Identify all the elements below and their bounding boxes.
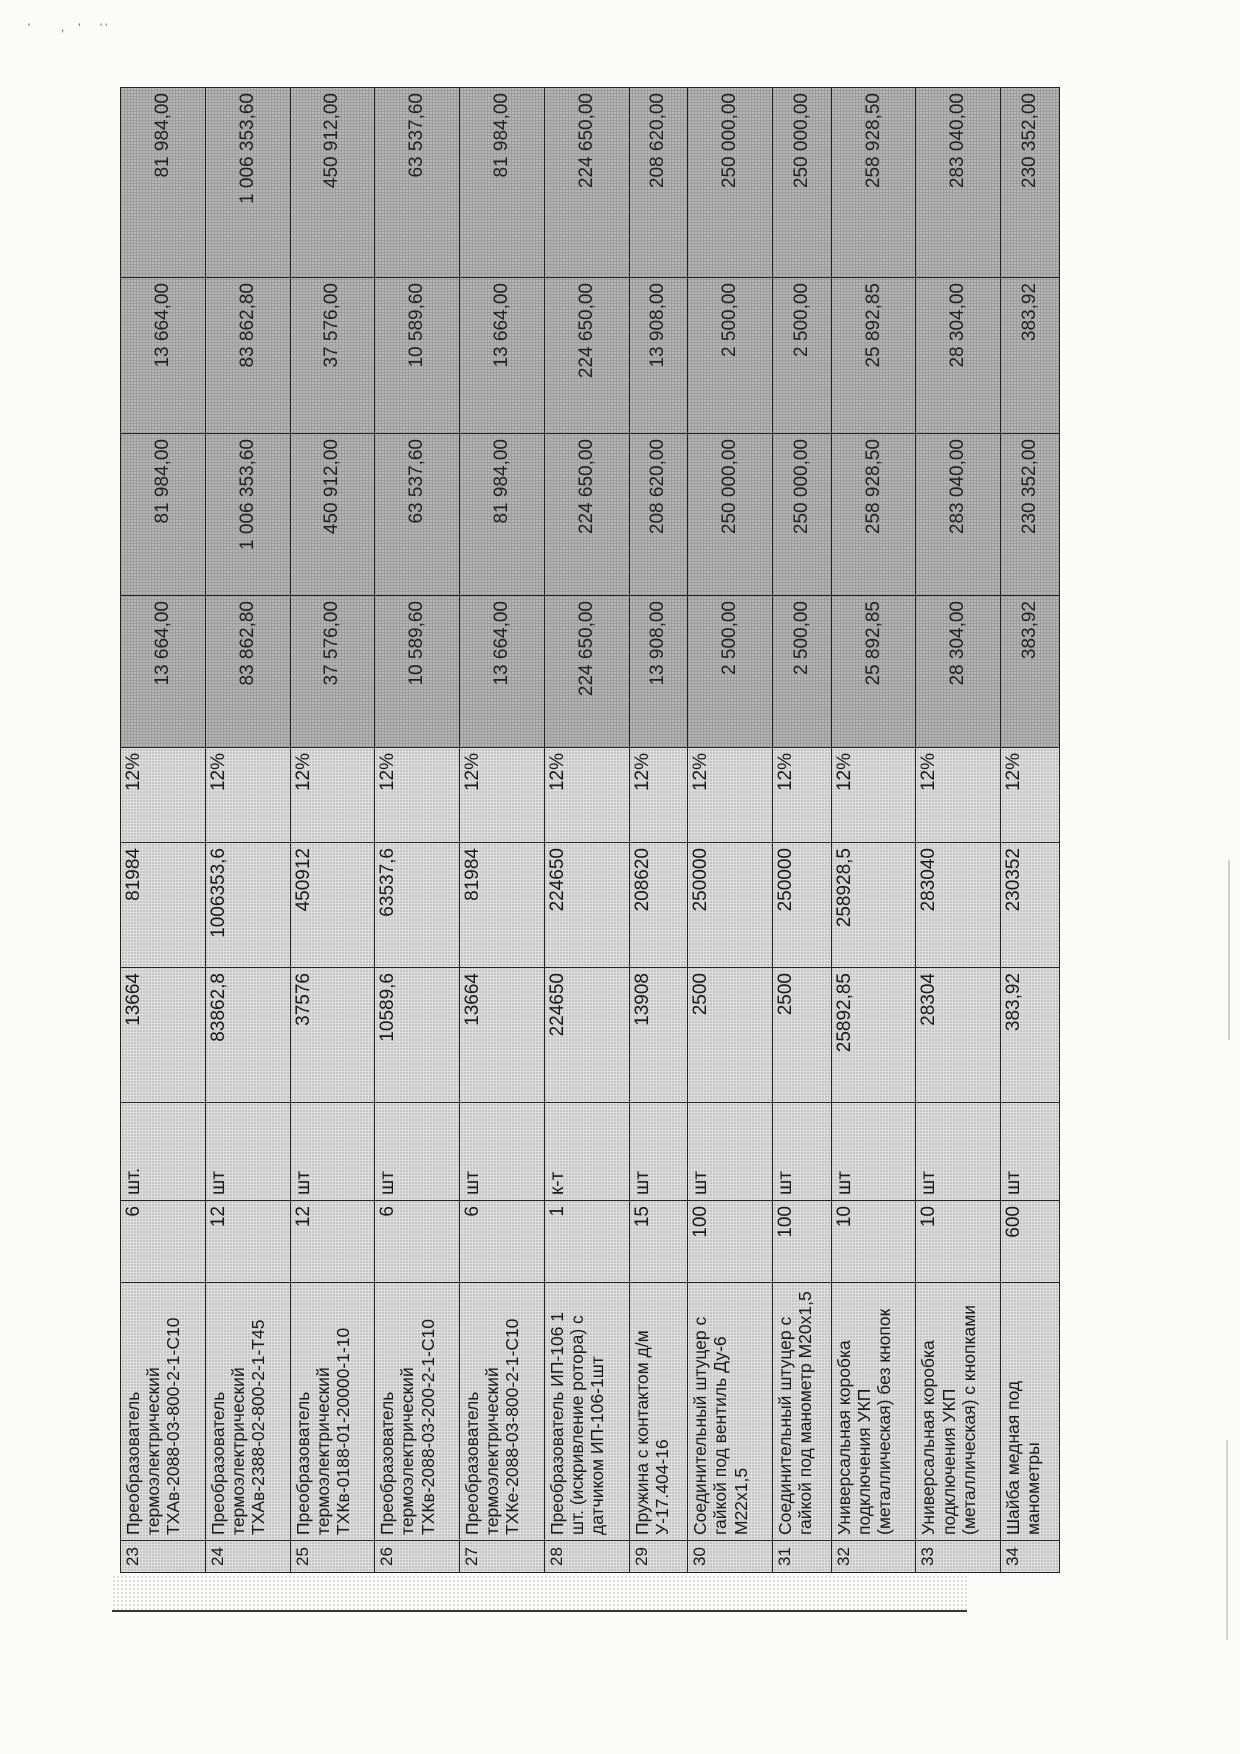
scan-mark-left: ' ,' xyxy=(28,22,95,34)
row-number-cell: 31 xyxy=(773,1541,832,1573)
item-name-cell: Преобразователь термоэлектрический ТХКе-2088-03-800-2-1-С10 xyxy=(460,1283,545,1541)
sum-final-cell: 63 537,60 xyxy=(375,88,460,278)
sum-with-vat-cell: 208 620,00 xyxy=(629,434,688,596)
sum-with-vat-cell: 258 928,50 xyxy=(831,434,916,596)
vat-rate-cell: 12% xyxy=(688,748,773,843)
vat-rate-cell: 12% xyxy=(1001,748,1060,843)
quantity-cell: 15 xyxy=(629,1201,688,1283)
unit-price-cell: 2500 xyxy=(773,968,832,1103)
unit-cell: шт. xyxy=(121,1103,206,1201)
item-name-cell: Преобразователь термоэлектрический ТХКв-2088-03-200-2-1-С10 xyxy=(375,1283,460,1541)
quantity-cell: 10 xyxy=(831,1201,916,1283)
price-with-vat-cell: 83 862,80 xyxy=(205,596,290,748)
sum-final-cell: 450 912,00 xyxy=(290,88,375,278)
total-sum-cell: 224650 xyxy=(544,843,629,968)
total-sum-cell: 283040 xyxy=(916,843,1001,968)
price-final-cell: 25 892,85 xyxy=(831,278,916,434)
price-final-cell: 83 862,80 xyxy=(205,278,290,434)
unit-cell: шт xyxy=(831,1103,916,1201)
item-name-cell: Преобразователь термоэлектрический ТХАв-2088-03-800-2-1-С10 xyxy=(121,1283,206,1541)
total-sum-cell: 250000 xyxy=(773,843,832,968)
price-final-cell: 224 650,00 xyxy=(544,278,629,434)
vat-rate-cell: 12% xyxy=(629,748,688,843)
price-final-cell: 13 664,00 xyxy=(121,278,206,434)
item-name-cell: Универсальная коробка подключения УКП (металлическая) с кнопками xyxy=(916,1283,1001,1541)
price-final-cell: 2 500,00 xyxy=(773,278,832,434)
sum-final-cell: 1 006 353,60 xyxy=(205,88,290,278)
price-with-vat-cell: 13 664,00 xyxy=(121,596,206,748)
unit-cell: шт xyxy=(375,1103,460,1201)
unit-price-cell: 37576 xyxy=(290,968,375,1103)
bottom-border-line xyxy=(112,1610,967,1612)
row-number-cell: 29 xyxy=(629,1541,688,1573)
table-row xyxy=(375,88,460,1573)
price-final-cell: 383,92 xyxy=(1001,278,1060,434)
unit-price-cell: 10589,6 xyxy=(375,968,460,1103)
scan-edge-mark xyxy=(1228,860,1230,1040)
table-row xyxy=(773,88,832,1573)
item-name-cell: Пружина с контактом д/м У-17.404-16 xyxy=(629,1283,688,1541)
table-row xyxy=(290,88,375,1573)
total-sum-cell: 1006353,6 xyxy=(205,843,290,968)
sum-with-vat-cell: 250 000,00 xyxy=(688,434,773,596)
table-row xyxy=(831,88,916,1573)
item-name-cell: Соединительный штуцер с гайкой под манометр М20х1,5 xyxy=(773,1283,832,1541)
row-number-cell: 23 xyxy=(121,1541,206,1573)
unit-cell: шт xyxy=(688,1103,773,1201)
row-number-cell: 28 xyxy=(544,1541,629,1573)
scan-edge-mark xyxy=(1226,1440,1228,1640)
row-number-cell: 27 xyxy=(460,1541,545,1573)
unit-cell: шт xyxy=(916,1103,1001,1201)
price-final-cell: 37 576,00 xyxy=(290,278,375,434)
vat-rate-cell: 12% xyxy=(205,748,290,843)
unit-cell: шт xyxy=(205,1103,290,1201)
vat-rate-cell: 12% xyxy=(290,748,375,843)
price-with-vat-cell: 2 500,00 xyxy=(688,596,773,748)
total-sum-cell: 81984 xyxy=(460,843,545,968)
unit-cell: шт xyxy=(773,1103,832,1201)
sum-final-cell: 208 620,00 xyxy=(629,88,688,278)
price-with-vat-cell: 25 892,85 xyxy=(831,596,916,748)
sum-with-vat-cell: 230 352,00 xyxy=(1001,434,1060,596)
table-row xyxy=(121,88,206,1573)
table-row xyxy=(916,88,1001,1573)
price-with-vat-cell: 13 664,00 xyxy=(460,596,545,748)
unit-price-cell: 13664 xyxy=(460,968,545,1103)
unit-price-cell: 383,92 xyxy=(1001,968,1060,1103)
quantity-cell: 600 xyxy=(1001,1201,1060,1283)
row-number-cell: 26 xyxy=(375,1541,460,1573)
sum-final-cell: 250 000,00 xyxy=(773,88,832,278)
price-with-vat-cell: 383,92 xyxy=(1001,596,1060,748)
quantity-cell: 12 xyxy=(205,1201,290,1283)
item-name-cell: Преобразователь термоэлектрический ТХАв-2388-02-800-2-1-Т45 xyxy=(205,1283,290,1541)
total-sum-cell: 450912 xyxy=(290,843,375,968)
unit-cell: к-т xyxy=(544,1103,629,1201)
row-number-cell: 34 xyxy=(1001,1541,1060,1573)
total-sum-cell: 81984 xyxy=(121,843,206,968)
sum-with-vat-cell: 81 984,00 xyxy=(121,434,206,596)
quantity-cell: 100 xyxy=(688,1201,773,1283)
table-row xyxy=(1001,88,1060,1573)
sum-with-vat-cell: 63 537,60 xyxy=(375,434,460,596)
vat-rate-cell: 12% xyxy=(460,748,545,843)
vat-rate-cell: 12% xyxy=(831,748,916,843)
rotated-table-wrapper xyxy=(120,88,1060,1573)
bottom-speckle xyxy=(112,1575,967,1611)
unit-cell: шт xyxy=(629,1103,688,1201)
table-row xyxy=(205,88,290,1573)
total-sum-cell: 208620 xyxy=(629,843,688,968)
price-with-vat-cell: 224 650,00 xyxy=(544,596,629,748)
unit-price-cell: 13664 xyxy=(121,968,206,1103)
item-name-cell: Преобразователь ИП-106 1 шт. (искривление ротора) с датчиком ИП-106-1шт xyxy=(544,1283,629,1541)
vat-rate-cell: 12% xyxy=(773,748,832,843)
item-name-cell: Шайба медная под манометры xyxy=(1001,1283,1060,1541)
sum-final-cell: 283 040,00 xyxy=(916,88,1001,278)
price-with-vat-cell: 13 908,00 xyxy=(629,596,688,748)
sum-final-cell: 230 352,00 xyxy=(1001,88,1060,278)
price-final-cell: 10 589,60 xyxy=(375,278,460,434)
unit-price-cell: 224650 xyxy=(544,968,629,1103)
price-final-cell: 28 304,00 xyxy=(916,278,1001,434)
price-final-cell: 2 500,00 xyxy=(688,278,773,434)
unit-price-cell: 28304 xyxy=(916,968,1001,1103)
vat-rate-cell: 12% xyxy=(916,748,1001,843)
table-row xyxy=(629,88,688,1573)
sum-with-vat-cell: 450 912,00 xyxy=(290,434,375,596)
sum-final-cell: 258 928,50 xyxy=(831,88,916,278)
sum-with-vat-cell: 224 650,00 xyxy=(544,434,629,596)
sum-final-cell: 224 650,00 xyxy=(544,88,629,278)
total-sum-cell: 230352 xyxy=(1001,843,1060,968)
sum-with-vat-cell: 81 984,00 xyxy=(460,434,545,596)
vat-rate-cell: 12% xyxy=(375,748,460,843)
row-number-cell: 25 xyxy=(290,1541,375,1573)
quantity-cell: 6 xyxy=(460,1201,545,1283)
unit-price-cell: 25892,85 xyxy=(831,968,916,1103)
item-name-cell: Универсальная коробка подключения УКП (металлическая) без кнопок xyxy=(831,1283,916,1541)
sum-final-cell: 81 984,00 xyxy=(460,88,545,278)
vat-rate-cell: 12% xyxy=(544,748,629,843)
unit-cell: шт xyxy=(290,1103,375,1201)
price-with-vat-cell: 2 500,00 xyxy=(773,596,832,748)
unit-price-cell: 13908 xyxy=(629,968,688,1103)
price-with-vat-cell: 28 304,00 xyxy=(916,596,1001,748)
sum-with-vat-cell: 250 000,00 xyxy=(773,434,832,596)
unit-price-cell: 2500 xyxy=(688,968,773,1103)
quantity-cell: 100 xyxy=(773,1201,832,1283)
sum-final-cell: 250 000,00 xyxy=(688,88,773,278)
price-with-vat-cell: 10 589,60 xyxy=(375,596,460,748)
scan-mark-right: ' ' xyxy=(100,22,108,34)
price-final-cell: 13 908,00 xyxy=(629,278,688,434)
sum-with-vat-cell: 283 040,00 xyxy=(916,434,1001,596)
unit-cell: шт xyxy=(460,1103,545,1201)
price-with-vat-cell: 37 576,00 xyxy=(290,596,375,748)
quantity-cell: 6 xyxy=(375,1201,460,1283)
table-row xyxy=(544,88,629,1573)
vat-rate-cell: 12% xyxy=(121,748,206,843)
quantity-cell: 1 xyxy=(544,1201,629,1283)
row-number-cell: 32 xyxy=(831,1541,916,1573)
unit-price-cell: 83862,8 xyxy=(205,968,290,1103)
quantity-cell: 10 xyxy=(916,1201,1001,1283)
quantity-cell: 6 xyxy=(121,1201,206,1283)
row-number-cell: 24 xyxy=(205,1541,290,1573)
item-name-cell: Преобразователь термоэлектрический ТХКв-0188-01-20000-1-10 xyxy=(290,1283,375,1541)
total-sum-cell: 63537,6 xyxy=(375,843,460,968)
item-name-cell: Соединительный штуцер с гайкой под вентиль Ду-6 М22х1,5 xyxy=(688,1283,773,1541)
price-final-cell: 13 664,00 xyxy=(460,278,545,434)
row-number-cell: 30 xyxy=(688,1541,773,1573)
total-sum-cell: 258928,5 xyxy=(831,843,916,968)
total-sum-cell: 250000 xyxy=(688,843,773,968)
table-row xyxy=(460,88,545,1573)
sum-with-vat-cell: 1 006 353,60 xyxy=(205,434,290,596)
sum-final-cell: 81 984,00 xyxy=(121,88,206,278)
table-row xyxy=(688,88,773,1573)
unit-cell: шт xyxy=(1001,1103,1060,1201)
goods-table xyxy=(120,87,1060,1573)
quantity-cell: 12 xyxy=(290,1201,375,1283)
row-number-cell: 33 xyxy=(916,1541,1001,1573)
